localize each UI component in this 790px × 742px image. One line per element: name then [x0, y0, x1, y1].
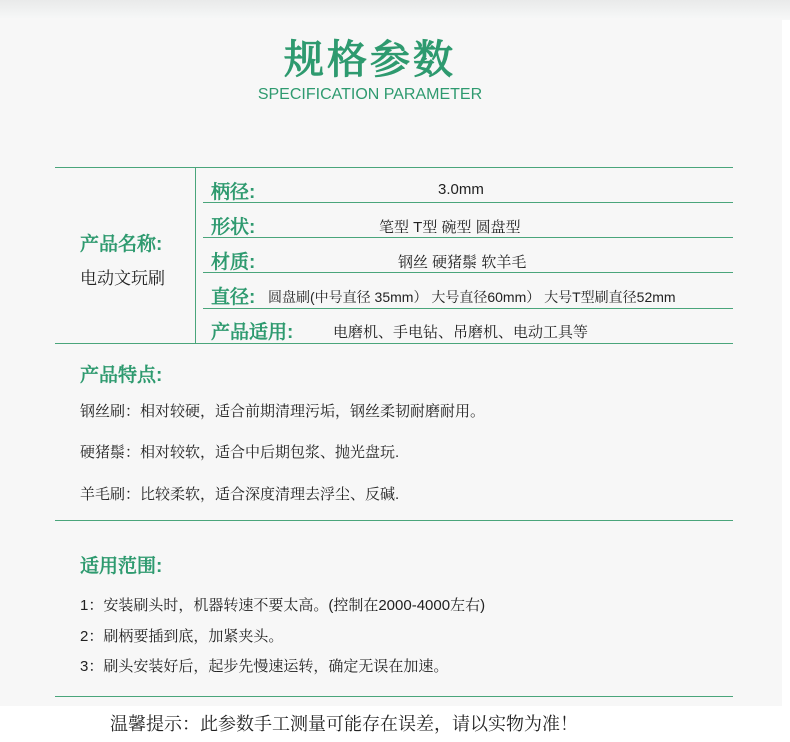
usage-item: 2：刷柄要插到底，加紧夹头。	[80, 628, 284, 645]
spec-label-applicable: 产品适用:	[211, 322, 294, 343]
spec-label-material: 材质:	[211, 252, 256, 273]
spec-value-shape: 笔型 T型 碗型 圆盘型	[379, 219, 521, 236]
usage-title: 适用范围:	[80, 556, 163, 577]
spec-value-diameter: 圆盘刷(中号直径 35mm） 大号直径60mm） 大号T型刷直径52mm	[268, 289, 676, 305]
feature-item: 钢丝刷：相对较硬，适合前期清理污垢，钢丝柔韧耐磨耐用。	[80, 403, 486, 420]
features-title: 产品特点:	[80, 365, 163, 386]
page-subtitle: SPECIFICATION PARAMETER	[257, 86, 483, 103]
usage-item: 3：刷头安装好后，起步先慢速运转，确定无误在加速。	[80, 658, 449, 675]
section-divider	[55, 696, 733, 697]
spec-value-applicable: 电磨机、手电钻、吊磨机、电动工具等	[333, 324, 589, 341]
product-name-value: 电动文玩刷	[80, 269, 165, 288]
product-name-label: 产品名称:	[80, 234, 163, 255]
spec-label-diameter: 直径:	[211, 287, 256, 308]
spec-value-material: 钢丝 硬猪鬃 软羊毛	[398, 254, 527, 271]
page-title: 规格参数	[284, 38, 456, 82]
table-column-divider	[195, 167, 196, 344]
table-bottom-border	[55, 343, 733, 344]
row-divider	[203, 237, 733, 238]
feature-item: 羊毛刷：比较柔软，适合深度清理去浮尘、反碱.	[80, 486, 400, 503]
table-top-border	[55, 167, 733, 168]
feature-item: 硬猪鬃：相对较软，适合中后期包浆、抛光盘玩.	[80, 444, 400, 461]
usage-item: 1：安装刷头时，机器转速不要太高。(控制在2000-4000左右)	[80, 597, 486, 614]
spec-label-handle: 柄径:	[211, 182, 256, 203]
spec-label-shape: 形状:	[211, 217, 256, 238]
row-divider	[203, 272, 733, 273]
section-divider	[55, 520, 733, 521]
row-divider	[203, 308, 733, 309]
row-divider	[203, 202, 733, 203]
footer-note: 温馨提示：此参数手工测量可能存在误差，请以实物为准！	[110, 714, 578, 734]
top-shadow	[0, 0, 790, 20]
spec-value-handle: 3.0mm	[438, 181, 484, 198]
